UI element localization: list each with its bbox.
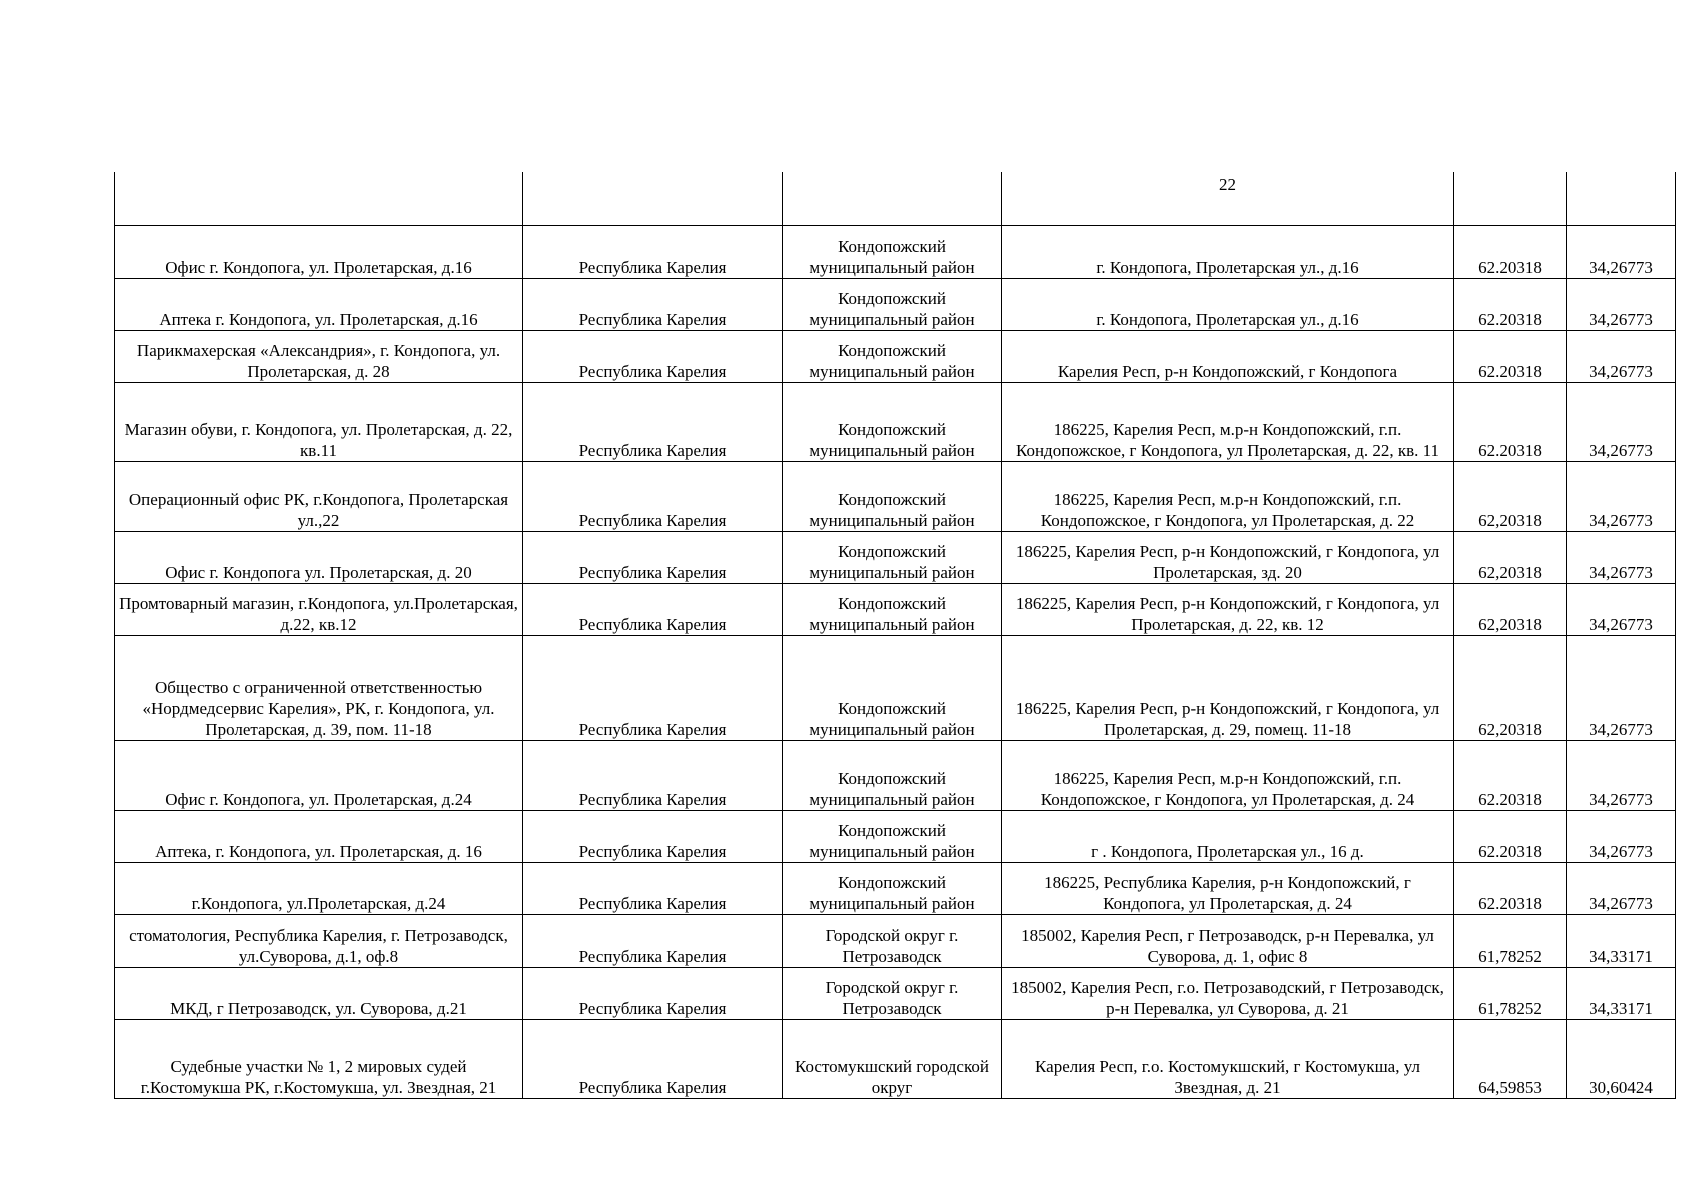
cell-region: Республика Карелия: [523, 967, 783, 1019]
table-row-continuation: [115, 172, 1676, 225]
cell-district: Кондопожский муниципальный район: [783, 635, 1002, 740]
cell-latitude: 62,20318: [1454, 461, 1567, 531]
cell-name: Магазин обуви, г. Кондопога, ул. Пролетарская, д. 22, кв.11: [115, 382, 523, 461]
cell-region: Республика Карелия: [523, 740, 783, 810]
table-row: [115, 810, 1676, 862]
cell-address: 186225, Карелия Респ, м.р-н Кондопожский, г.п. Кондопожское, г Кондопога, ул Пролетарская, д. 22, кв. 11: [1002, 382, 1454, 461]
cell-name: Операционный офис РК, г.Кондопога, Пролетарская ул.,22: [115, 461, 523, 531]
table-row: [115, 531, 1676, 583]
cell-latitude: 62.20318: [1454, 278, 1567, 330]
cell-address: г. Кондопога, Пролетарская ул., д.16: [1002, 225, 1454, 278]
cell-name: Аптека, г. Кондопога, ул. Пролетарская, д. 16: [115, 810, 523, 862]
cell-name: г.Кондопога, ул.Пролетарская, д.24: [115, 862, 523, 914]
cell-name: Промтоварный магазин, г.Кондопога, ул.Пролетарская, д.22, кв.12: [115, 583, 523, 635]
cell-region: Республика Карелия: [523, 382, 783, 461]
cell-longitude: 34,26773: [1567, 278, 1676, 330]
cell-longitude: 34,26773: [1567, 810, 1676, 862]
cell-latitude: 61,78252: [1454, 914, 1567, 967]
cell-district: Кондопожский муниципальный район: [783, 583, 1002, 635]
cell-region: Республика Карелия: [523, 225, 783, 278]
cell-region: Республика Карелия: [523, 330, 783, 382]
cell-address: 186225, Карелия Респ, м.р-н Кондопожский, г.п. Кондопожское, г Кондопога, ул Пролетарская, д. 22: [1002, 461, 1454, 531]
cell-region: Республика Карелия: [523, 583, 783, 635]
cell-district: Костомукшский городской округ: [783, 1019, 1002, 1098]
cell-name: Судебные участки № 1, 2 мировых судей г.Костомукша РК, г.Костомукша, ул. Звездная, 21: [115, 1019, 523, 1098]
table-row: [115, 382, 1676, 461]
cell-longitude: 34,26773: [1567, 461, 1676, 531]
cell-address: 185002, Карелия Респ, г.о. Петрозаводский, г Петрозаводск, р-н Перевалка, ул Суворова, д. 21: [1002, 967, 1454, 1019]
cell-latitude: 62,20318: [1454, 635, 1567, 740]
cell-longitude: 34,26773: [1567, 635, 1676, 740]
cell-latitude: 64,59853: [1454, 1019, 1567, 1098]
cell-district: Кондопожский муниципальный район: [783, 225, 1002, 278]
cell-longitude: 34,26773: [1567, 583, 1676, 635]
table-row: [115, 330, 1676, 382]
cell-longitude: 34,26773: [1567, 225, 1676, 278]
cell-address: 186225, Карелия Респ, р-н Кондопожский, г Кондопога, ул Пролетарская, д. 22, кв. 12: [1002, 583, 1454, 635]
cell-longitude: 34,26773: [1567, 862, 1676, 914]
table-body: [115, 172, 1676, 1098]
table-row: [115, 1019, 1676, 1098]
cell-district: Городской округ г. Петрозаводск: [783, 914, 1002, 967]
cell-region: Республика Карелия: [523, 862, 783, 914]
cell-address: 186225, Карелия Респ, м.р-н Кондопожский, г.п. Кондопожское, г Кондопога, ул Пролетарская, д. 24: [1002, 740, 1454, 810]
cell-longitude: 34,26773: [1567, 382, 1676, 461]
cell-latitude: 62,20318: [1454, 583, 1567, 635]
table-row: [115, 914, 1676, 967]
cell-longitude: 34,33171: [1567, 967, 1676, 1019]
cell-district: Кондопожский муниципальный район: [783, 862, 1002, 914]
cell-address: г. Кондопога, Пролетарская ул., д.16: [1002, 278, 1454, 330]
cell-name: Парикмахерская «Александрия», г. Кондопога, ул. Пролетарская, д. 28: [115, 330, 523, 382]
cell-latitude: 62.20318: [1454, 225, 1567, 278]
cell-region: Республика Карелия: [523, 461, 783, 531]
cell-name: Офис г. Кондопога ул. Пролетарская, д. 20: [115, 531, 523, 583]
cell-name: Общество с ограниченной ответственностью «Нордмедсервис Карелия», РК, г. Кондопога, ул. Пролетарская, д. 39, пом. 11-18: [115, 635, 523, 740]
table-row: [115, 583, 1676, 635]
cell-latitude: 62.20318: [1454, 810, 1567, 862]
cell-name: [115, 172, 523, 225]
cell-latitude: 61,78252: [1454, 967, 1567, 1019]
cell-address: 185002, Карелия Респ, г Петрозаводск, р-н Перевалка, ул Суворова, д. 1, офис 8: [1002, 914, 1454, 967]
cell-address: 186225, Карелия Респ, р-н Кондопожский, г Кондопога, ул Пролетарская, зд. 20: [1002, 531, 1454, 583]
table-row: [115, 967, 1676, 1019]
table-row: [115, 225, 1676, 278]
cell-latitude: 62.20318: [1454, 382, 1567, 461]
cell-address: Карелия Респ, г.о. Костомукшский, г Костомукша, ул Звездная, д. 21: [1002, 1019, 1454, 1098]
cell-latitude: 62.20318: [1454, 862, 1567, 914]
cell-longitude: 34,26773: [1567, 740, 1676, 810]
cell-latitude: 62.20318: [1454, 740, 1567, 810]
cell-address: г . Кондопога, Пролетарская ул., 16 д.: [1002, 810, 1454, 862]
cell-longitude: 34,26773: [1567, 531, 1676, 583]
cell-district: [783, 172, 1002, 225]
cell-name: Офис г. Кондопога, ул. Пролетарская, д.24: [115, 740, 523, 810]
cell-district: Городской округ г. Петрозаводск: [783, 967, 1002, 1019]
cell-name: Офис г. Кондопога, ул. Пролетарская, д.16: [115, 225, 523, 278]
cell-region: Республика Карелия: [523, 1019, 783, 1098]
cell-region: Республика Карелия: [523, 531, 783, 583]
table-row: [115, 278, 1676, 330]
cell-latitude: 62.20318: [1454, 330, 1567, 382]
cell-district: Кондопожский муниципальный район: [783, 531, 1002, 583]
table-row: [115, 740, 1676, 810]
table-row: [115, 461, 1676, 531]
cell-address: 186225, Карелия Респ, р-н Кондопожский, г Кондопога, ул Пролетарская, д. 29, помещ. 11-18: [1002, 635, 1454, 740]
table-row: [115, 635, 1676, 740]
cell-district: Кондопожский муниципальный район: [783, 740, 1002, 810]
cell-region: Республика Карелия: [523, 278, 783, 330]
cell-region: [523, 172, 783, 225]
table-row: [115, 862, 1676, 914]
cell-name: Аптека г. Кондопога, ул. Пролетарская, д.16: [115, 278, 523, 330]
cell-address: 186225, Республика Карелия, р-н Кондопожский, г Кондопога, ул Пролетарская, д. 24: [1002, 862, 1454, 914]
cell-latitude: [1454, 172, 1567, 225]
cell-district: Кондопожский муниципальный район: [783, 461, 1002, 531]
cell-district: Кондопожский муниципальный район: [783, 330, 1002, 382]
cell-address: 22: [1002, 172, 1454, 225]
cell-region: Республика Карелия: [523, 635, 783, 740]
cell-region: Республика Карелия: [523, 914, 783, 967]
cell-district: Кондопожский муниципальный район: [783, 278, 1002, 330]
cell-name: стоматология, Республика Карелия, г. Петрозаводск, ул.Суворова, д.1, оф.8: [115, 914, 523, 967]
address-table: [114, 172, 1676, 1099]
cell-name: МКД, г Петрозаводск, ул. Суворова, д.21: [115, 967, 523, 1019]
cell-region: Республика Карелия: [523, 810, 783, 862]
cell-longitude: 34,33171: [1567, 914, 1676, 967]
cell-longitude: [1567, 172, 1676, 225]
cell-district: Кондопожский муниципальный район: [783, 810, 1002, 862]
cell-longitude: 34,26773: [1567, 330, 1676, 382]
cell-latitude: 62,20318: [1454, 531, 1567, 583]
cell-address: Карелия Респ, р-н Кондопожский, г Кондопога: [1002, 330, 1454, 382]
cell-longitude: 30,60424: [1567, 1019, 1676, 1098]
cell-district: Кондопожский муниципальный район: [783, 382, 1002, 461]
